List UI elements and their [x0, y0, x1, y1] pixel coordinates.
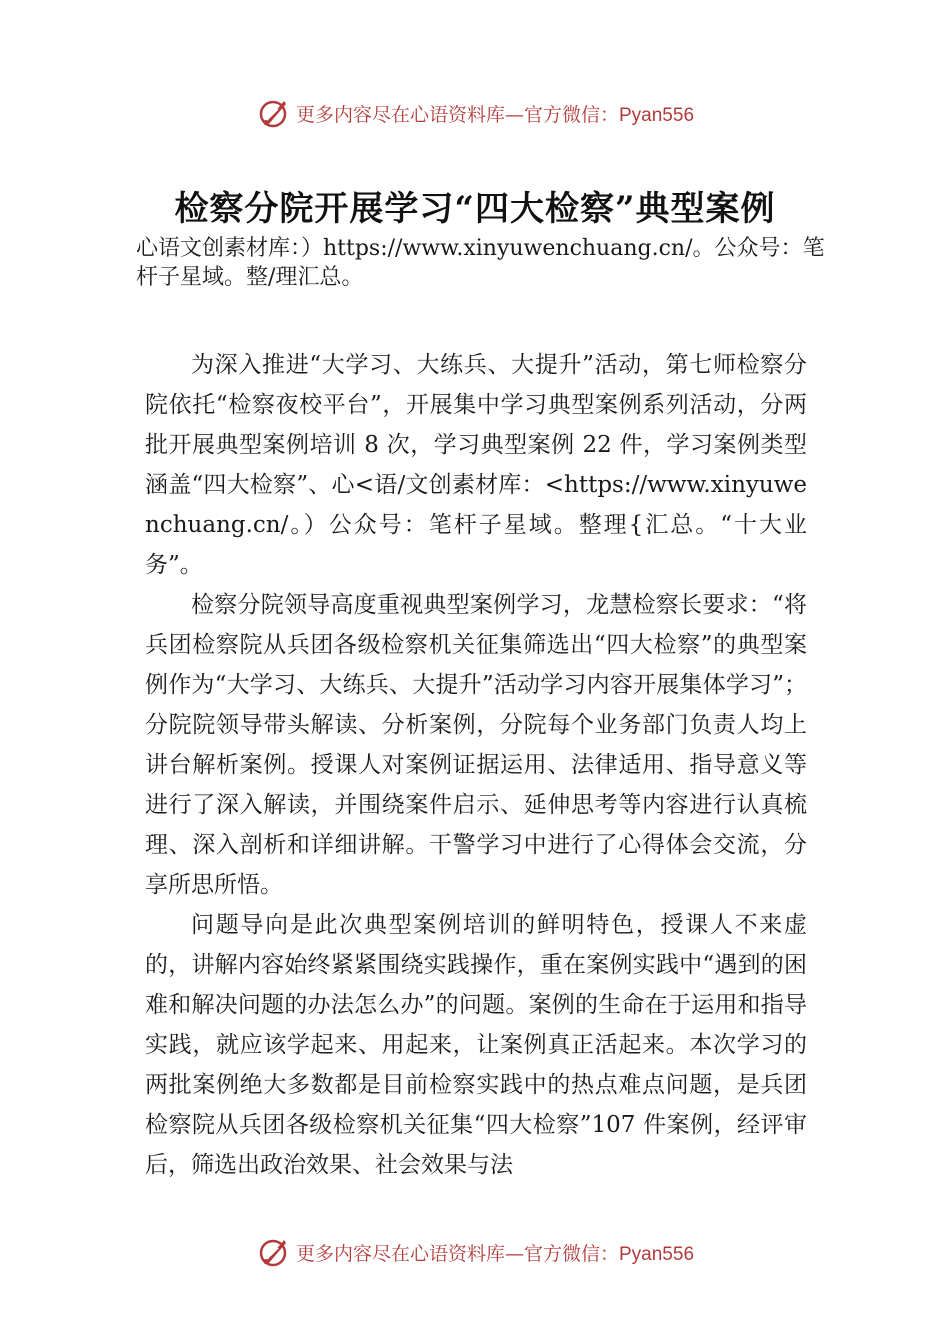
- document-body: [145, 345, 807, 1185]
- banner-text: 更多内容尽在心语资料库—官方微信：Pyan556: [295, 1242, 695, 1265]
- quill-pen-seal-icon: [256, 95, 292, 131]
- footer-banner: [0, 1234, 950, 1270]
- paragraph: 问题导向是此次典型案例培训的鲜明特色，授课人不来虚的，讲解内容始终紧紧围绕实践操作，重在案例实践中“遇到的困难和解决问题的办法怎么办”的问题。案例的生命在于运用和指导实践，就应该学起来、用起来，让案例真正活起来。本次学习的两批案例绝大多数都是目前检察实践中的热点难点问题，是兵团检察院从兵团各级检察机关征集“四大检察”107 件案例，经评审后，筛选出政治效果、社会效果与法: [145, 912, 807, 1178]
- quill-pen-seal-icon: [256, 1234, 292, 1270]
- wechat-id: Pyan556: [619, 104, 695, 126]
- source-line: 心语文创素材库：）https://www.xinyuwenchuang.cn/。公众号：笔杆子星域。整/理汇总。: [136, 236, 825, 290]
- wechat-id: Pyan556: [619, 1243, 695, 1265]
- paragraph: 检察分院领导高度重视典型案例学习，龙慧检察长要求：“将兵团检察院从兵团各级检察机关征集筛选出“四大检察”的典型案例作为“大学习、大练兵、大提升”活动学习内容开展集体学习”；分院院领导带头解读、分析案例，分院每个业务部门负责人均上讲台解析案例。授课人对案例证据运用、法律适用、指导意义等进行了深入解读，并围绕案件启示、延伸思考等内容进行认真梳理、深入剖析和详细讲解。干警学习中进行了心得体会交流，分享所思所悟。: [145, 592, 807, 898]
- header-banner: [0, 95, 950, 131]
- document-title: 检察分院开展学习“四大检察”典型案例: [174, 189, 776, 229]
- paragraph: 为深入推进“大学习、大练兵、大提升”活动，第七师检察分院依托“检察夜校平台”，开展集中学习典型案例系列活动，分两批开展典型案例培训 8 次，学习典型案例 22 件，学习案例类型涵盖“四大检察”、心<语/文创素材库：<https://www.xinyuwenchuang.cn/。）公众号：笔杆子星域。整理{汇总。“十大业务”。: [145, 352, 807, 578]
- banner-text: 更多内容尽在心语资料库—官方微信：Pyan556: [295, 103, 695, 126]
